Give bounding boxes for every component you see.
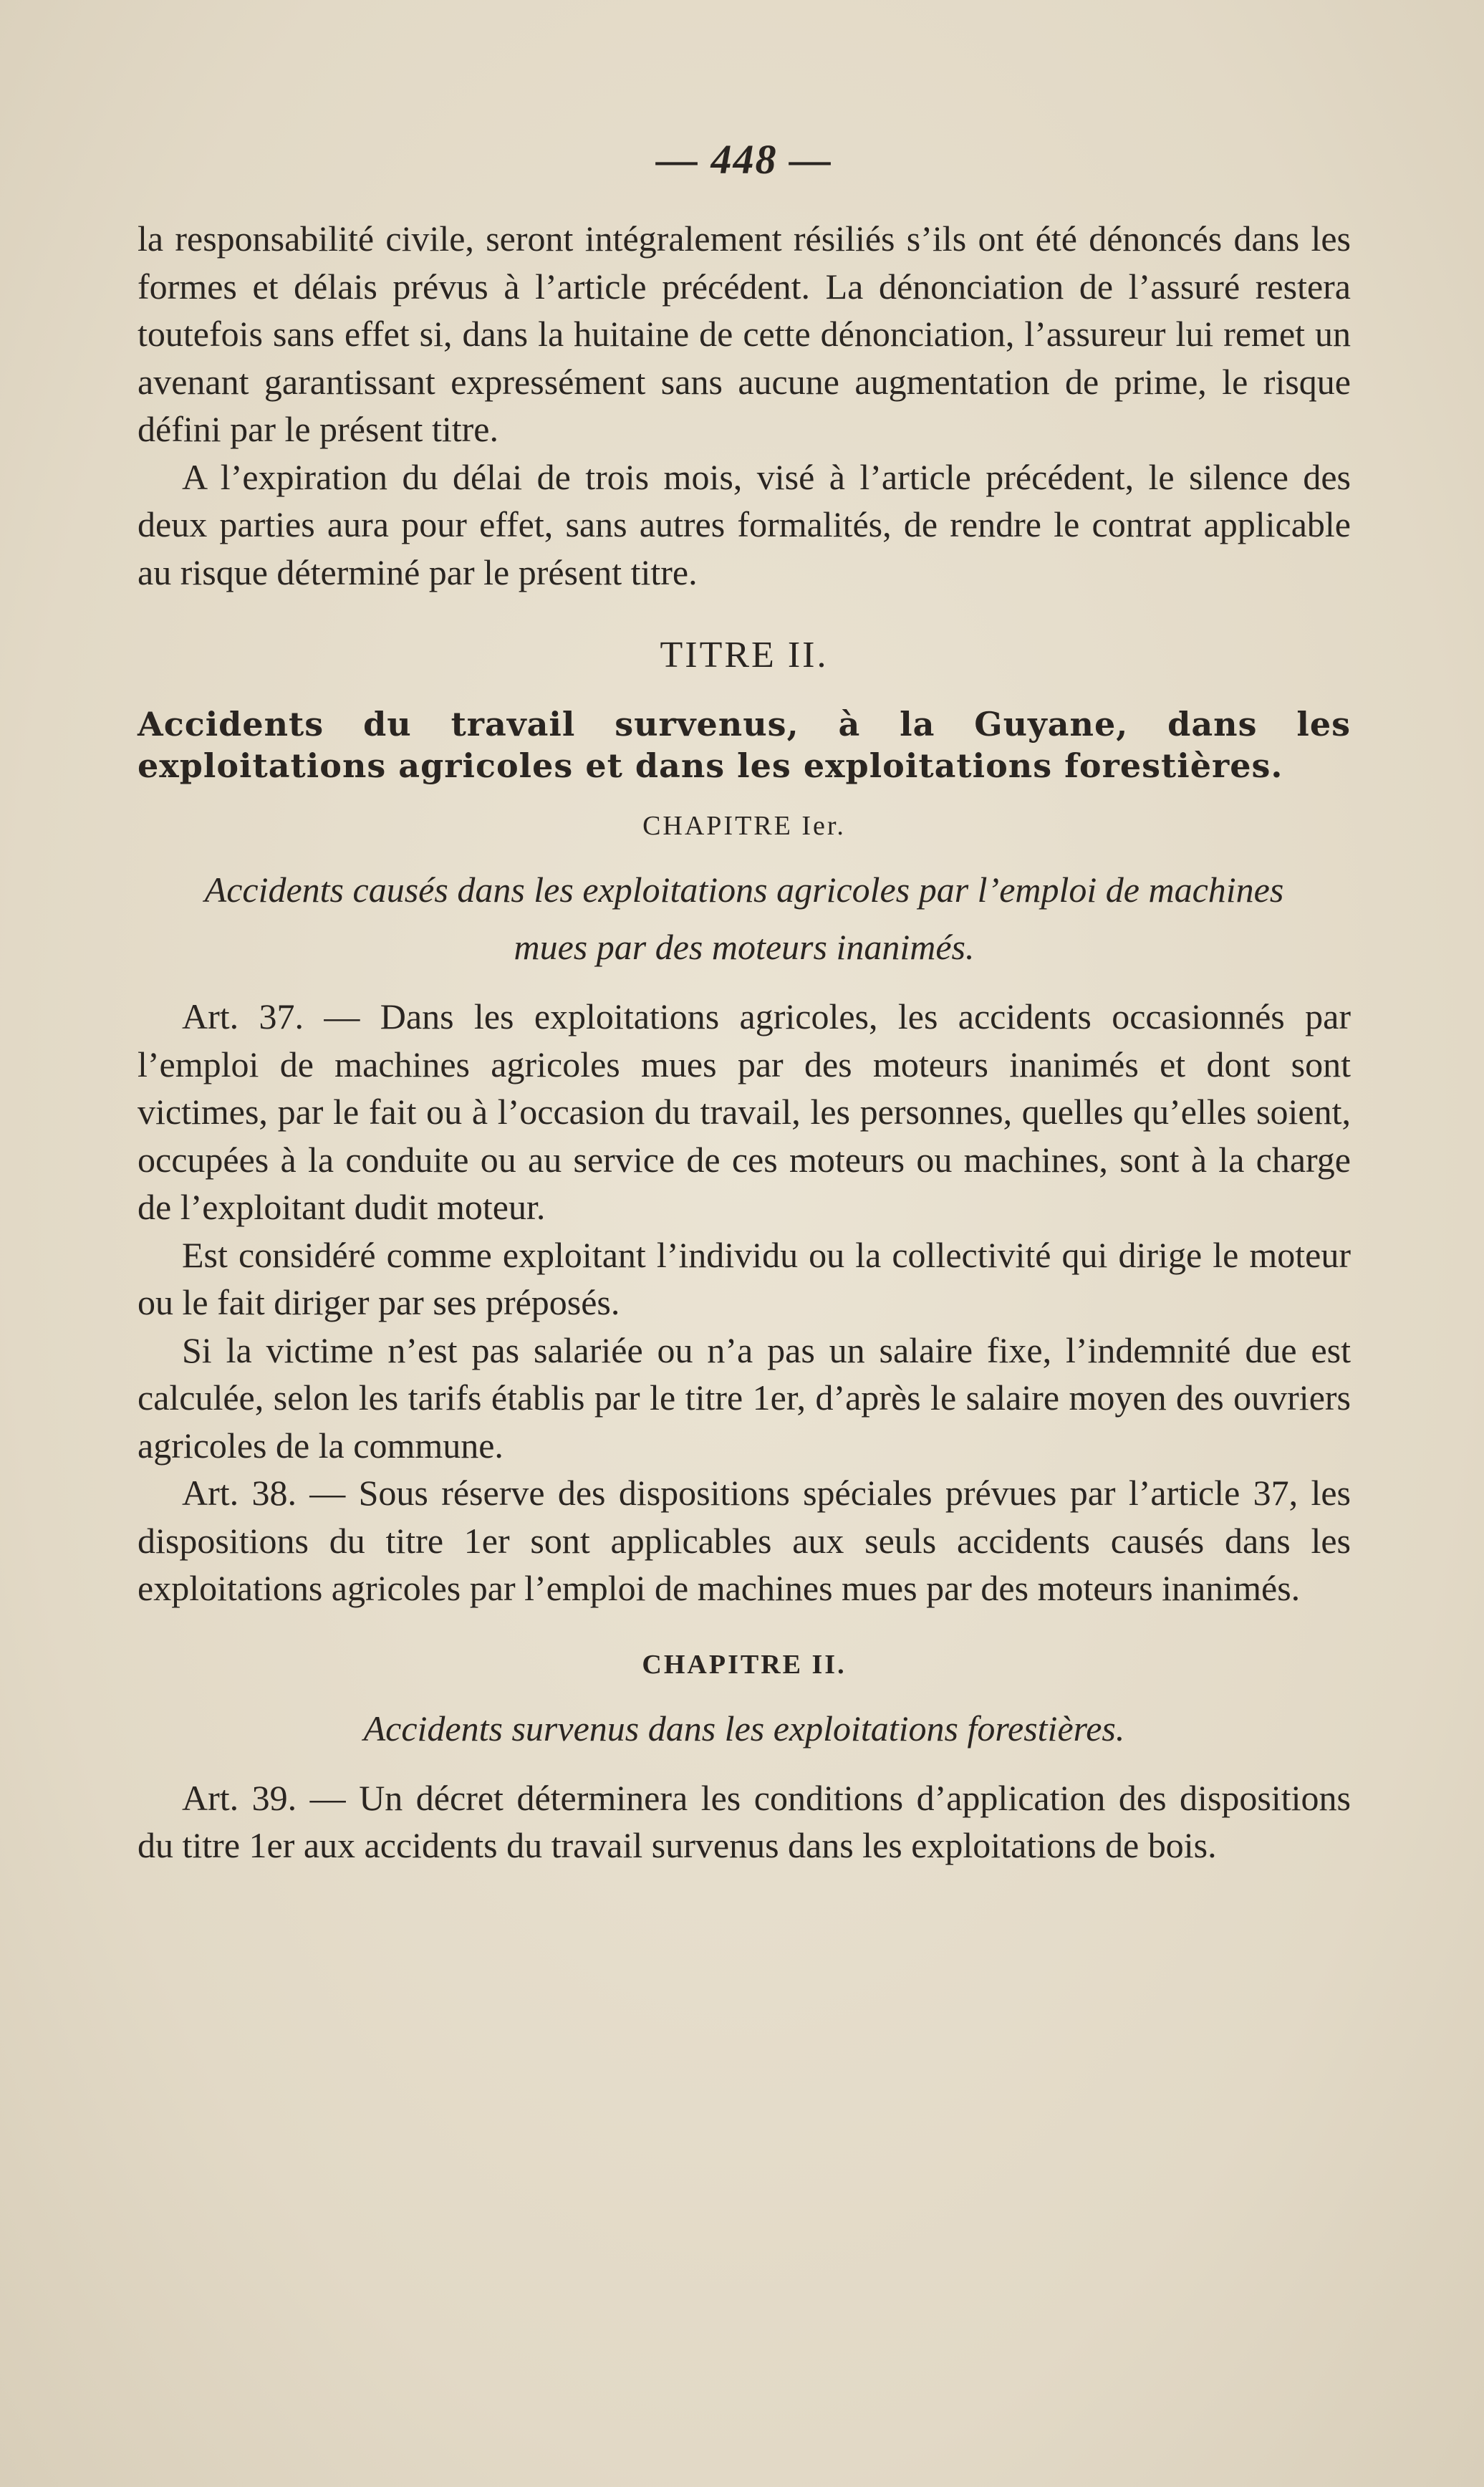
title-label: TITRE II. <box>660 635 829 675</box>
paragraph: Si la victime n’est pas salariée ou n’a pas un salaire fixe, l’indemnité due est calculée, selon les tarifs établis par le titre 1er, d’après le salaire moyen des ouvriers agricoles de la commune. <box>138 1329 1351 1466</box>
article-paragraph: Art. 39. — Un décret déterminera les conditions d’application des dispositions du titre 1er aux accidents du travail survenus dans les exploitations de bois. <box>138 1777 1351 1865</box>
text-block <box>138 136 1351 1870</box>
article-paragraph: Art. 38. — Sous réserve des dispositions spéciales prévues par l’article 37, les dispositions du titre 1er sont applicables aux seuls accidents causés dans les exploitations agricoles par l’emploi de machines mues par des moteurs inanimés. <box>138 1473 1351 1608</box>
paragraph: Est considéré comme exploitant l’individu ou la collectivité qui dirige le moteur ou le fait diriger par ses préposés. <box>138 1234 1351 1322</box>
page-number: — 448 — <box>656 136 832 183</box>
article-paragraph: Art. 37. — Dans les exploitations agricoles, les accidents occasionnés par l’emploi de machines agricoles mues par des moteurs inanimés et dont sont victimes, par le fait ou à l’occasion du travail, les personnes, quelles qu’elles soient, occupées à la conduite ou au service de ces moteurs ou machines, sont à la charge de l’exploitant dudit moteur. <box>138 996 1351 1227</box>
chapter-label: CHAPITRE Ier. <box>642 811 846 841</box>
chapter-subtitle: Accidents survenus dans les exploitations forestières. <box>363 1708 1125 1748</box>
title-heading: Accidents du travail survenus, à la Guyane, dans les exploitations agricoles et dans les exploitations forestières. <box>138 705 1351 785</box>
paragraph: la responsabilité civile, seront intégralement résiliés s’ils ont été dénoncés dans les formes et délais prévus à l’article précédent. La dénonciation de l’assuré restera toutefois sans effet si, dans la huitaine de cette dénonciation, l’assureur lui remet un avenant garantissant expressément sans aucune augmentation de prime, le risque défini par le présent titre. <box>138 218 1351 449</box>
paragraph: A l’expiration du délai de trois mois, visé à l’article précédent, le silence des deux parties aura pour effet, sans autres formalités, de rendre le contrat applicable au risque déterminé par le présent titre. <box>138 456 1351 592</box>
chapter-label: CHAPITRE II. <box>642 1649 847 1680</box>
chapter-subtitle: Accidents causés dans les exploitations agricoles par l’emploi de machines mues par des moteurs inanimés. <box>204 870 1284 967</box>
